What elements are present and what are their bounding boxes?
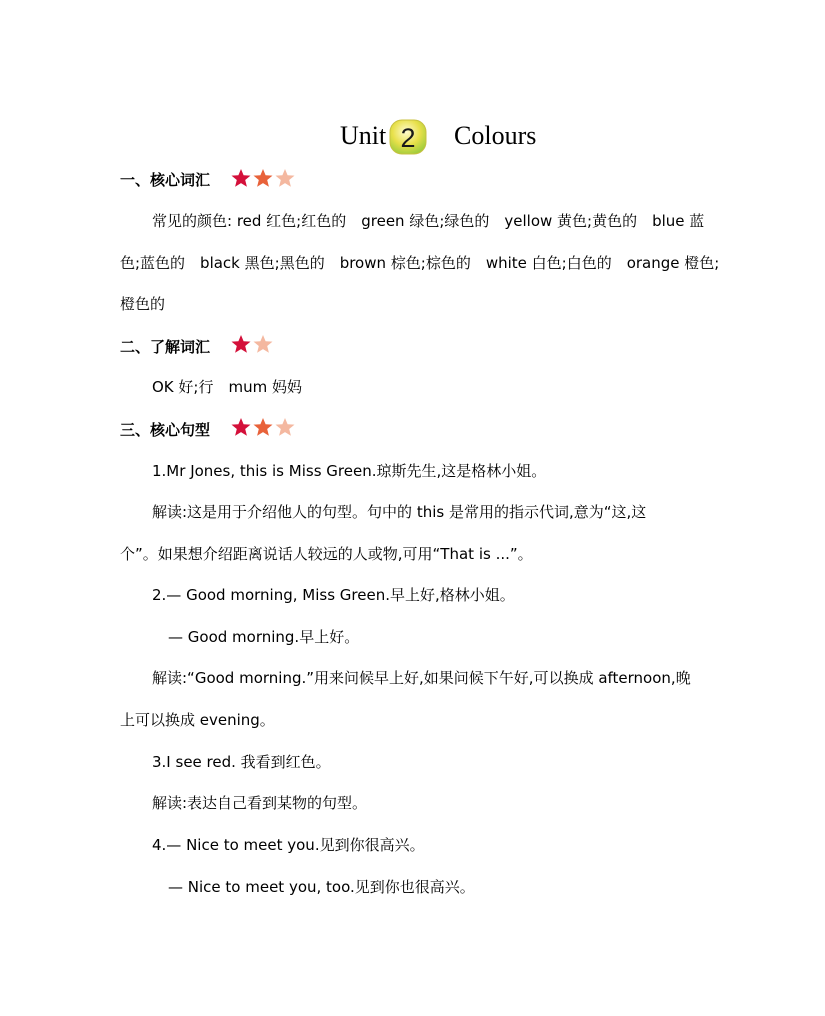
section-heading-know-vocabulary: 二、了解词汇 — [120, 338, 211, 356]
star-icon — [231, 334, 251, 354]
sentence-line-9: 解读:表达自己看到某物的句型。 — [152, 794, 368, 812]
sentence-line-5: — Good morning.早上好。 — [168, 628, 360, 646]
section-heading-core-vocabulary: 一、核心词汇 — [120, 171, 211, 189]
know-vocabulary-line-1: OK 好;行 mum 妈妈 — [152, 378, 302, 396]
importance-stars-3 — [231, 417, 295, 437]
unit-label: Unit — [340, 121, 387, 150]
star-icon — [275, 168, 295, 188]
sentence-line-4: 2.— Good morning, Miss Green.早上好,格林小姐。 — [152, 586, 515, 604]
sentence-line-6: 解读:“Good morning.”用来问候早上好,如果问候下午好,可以换成 afternoon,晚 — [152, 669, 691, 687]
vocabulary-line-3: 橙色的 — [120, 295, 166, 313]
unit-name: Colours — [454, 121, 537, 150]
sentence-line-2: 解读:这是用于介绍他人的句型。句中的 this 是常用的指示代词,意为“这,这 — [152, 503, 647, 521]
sentence-line-7: 上可以换成 evening。 — [120, 711, 275, 729]
sentence-line-10: 4.— Nice to meet you.见到你很高兴。 — [152, 836, 425, 854]
sentence-line-3: 个”。如果想介绍距离说话人较远的人或物,可用“That is ...”。 — [120, 545, 533, 563]
star-icon — [253, 417, 273, 437]
unit-number-badge — [388, 117, 428, 157]
section-heading-core-sentences: 三、核心句型 — [120, 421, 211, 439]
star-icon — [231, 417, 251, 437]
page-title — [0, 114, 825, 160]
importance-stars-3 — [231, 168, 295, 188]
vocabulary-line-2: 色;蓝色的 black 黑色;黑色的 brown 棕色;棕色的 white 白色;白色的 orange 橙色; — [120, 254, 720, 272]
star-icon — [231, 168, 251, 188]
vocabulary-line-1: 常见的颜色: red 红色;红色的 green 绿色;绿色的 yellow 黄色;黄色的 blue 蓝 — [152, 212, 705, 230]
sentence-line-1: 1.Mr Jones, this is Miss Green.琼斯先生,这是格林小姐。 — [152, 462, 547, 480]
importance-stars-2 — [231, 334, 273, 354]
star-icon — [253, 168, 273, 188]
unit-number: 2 — [400, 123, 416, 153]
star-icon — [253, 334, 273, 354]
sentence-line-11: — Nice to meet you, too.见到你也很高兴。 — [168, 878, 475, 896]
star-icon — [275, 417, 295, 437]
sentence-line-8: 3.I see red. 我看到红色。 — [152, 753, 331, 771]
